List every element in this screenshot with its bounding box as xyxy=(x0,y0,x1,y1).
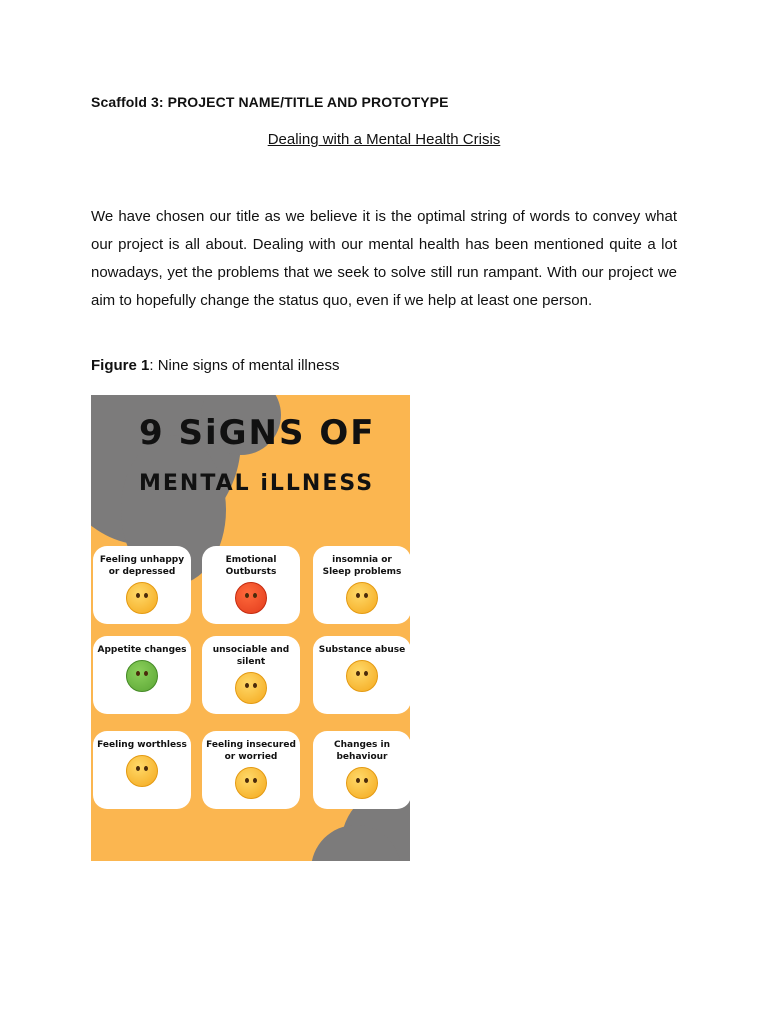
worried-face-icon xyxy=(126,582,158,614)
sign-label: Emotional Outbursts xyxy=(225,555,277,577)
sign-card xyxy=(202,731,300,809)
sign-card xyxy=(93,636,191,714)
sign-card xyxy=(313,731,410,809)
nauseated-face-icon xyxy=(126,660,158,692)
mental-illness-poster xyxy=(91,395,410,861)
poster-title-line2: MENTAL iLLNESS xyxy=(139,471,375,496)
sign-label: Substance abuse xyxy=(318,645,406,655)
sign-label: Feeling insecured or worried xyxy=(206,740,296,762)
pensive-face-icon xyxy=(126,755,158,787)
sign-card xyxy=(202,636,300,714)
sign-label: unsociable and silent xyxy=(212,645,290,667)
body-paragraph: We have chosen our title as we believe it is the optimal string of words to convey what our project is all about. Dealing with our mental health has been mentioned quite a lot nowadays, yet the problems that we seek to solve still run rampant. With our project we aim to hopefully change the status quo, even if we help at least one person. xyxy=(91,208,677,309)
sign-card xyxy=(93,731,191,809)
angry-face-icon xyxy=(235,582,267,614)
sign-card xyxy=(313,636,410,714)
sign-label: Feeling unhappy or depressed xyxy=(99,555,185,577)
section-heading: Scaffold 3: PROJECT NAME/TITLE AND PROTOTYPE xyxy=(91,94,449,110)
sign-card xyxy=(313,546,410,624)
sign-label: Appetite changes xyxy=(97,645,187,655)
poster-title-line1: 9 SiGNS OF xyxy=(139,413,376,453)
document-title: Dealing with a Mental Health Crisis xyxy=(267,131,501,148)
sign-card xyxy=(202,546,300,624)
sign-label: insomnia or Sleep problems xyxy=(322,555,402,577)
smoking-face-icon xyxy=(346,660,378,692)
sign-card xyxy=(93,546,191,624)
tired-face-icon xyxy=(346,582,378,614)
figure-caption xyxy=(91,357,339,374)
sign-label: Changes in behaviour xyxy=(333,740,391,762)
woozy-face-icon xyxy=(346,767,378,799)
sign-label: Feeling worthless xyxy=(97,740,187,750)
figure-label: Figure 1 xyxy=(91,357,150,374)
figure-caption-text: : Nine signs of mental illness xyxy=(149,357,340,374)
anxious-face-icon xyxy=(235,767,267,799)
mouthless-face-icon xyxy=(235,672,267,704)
